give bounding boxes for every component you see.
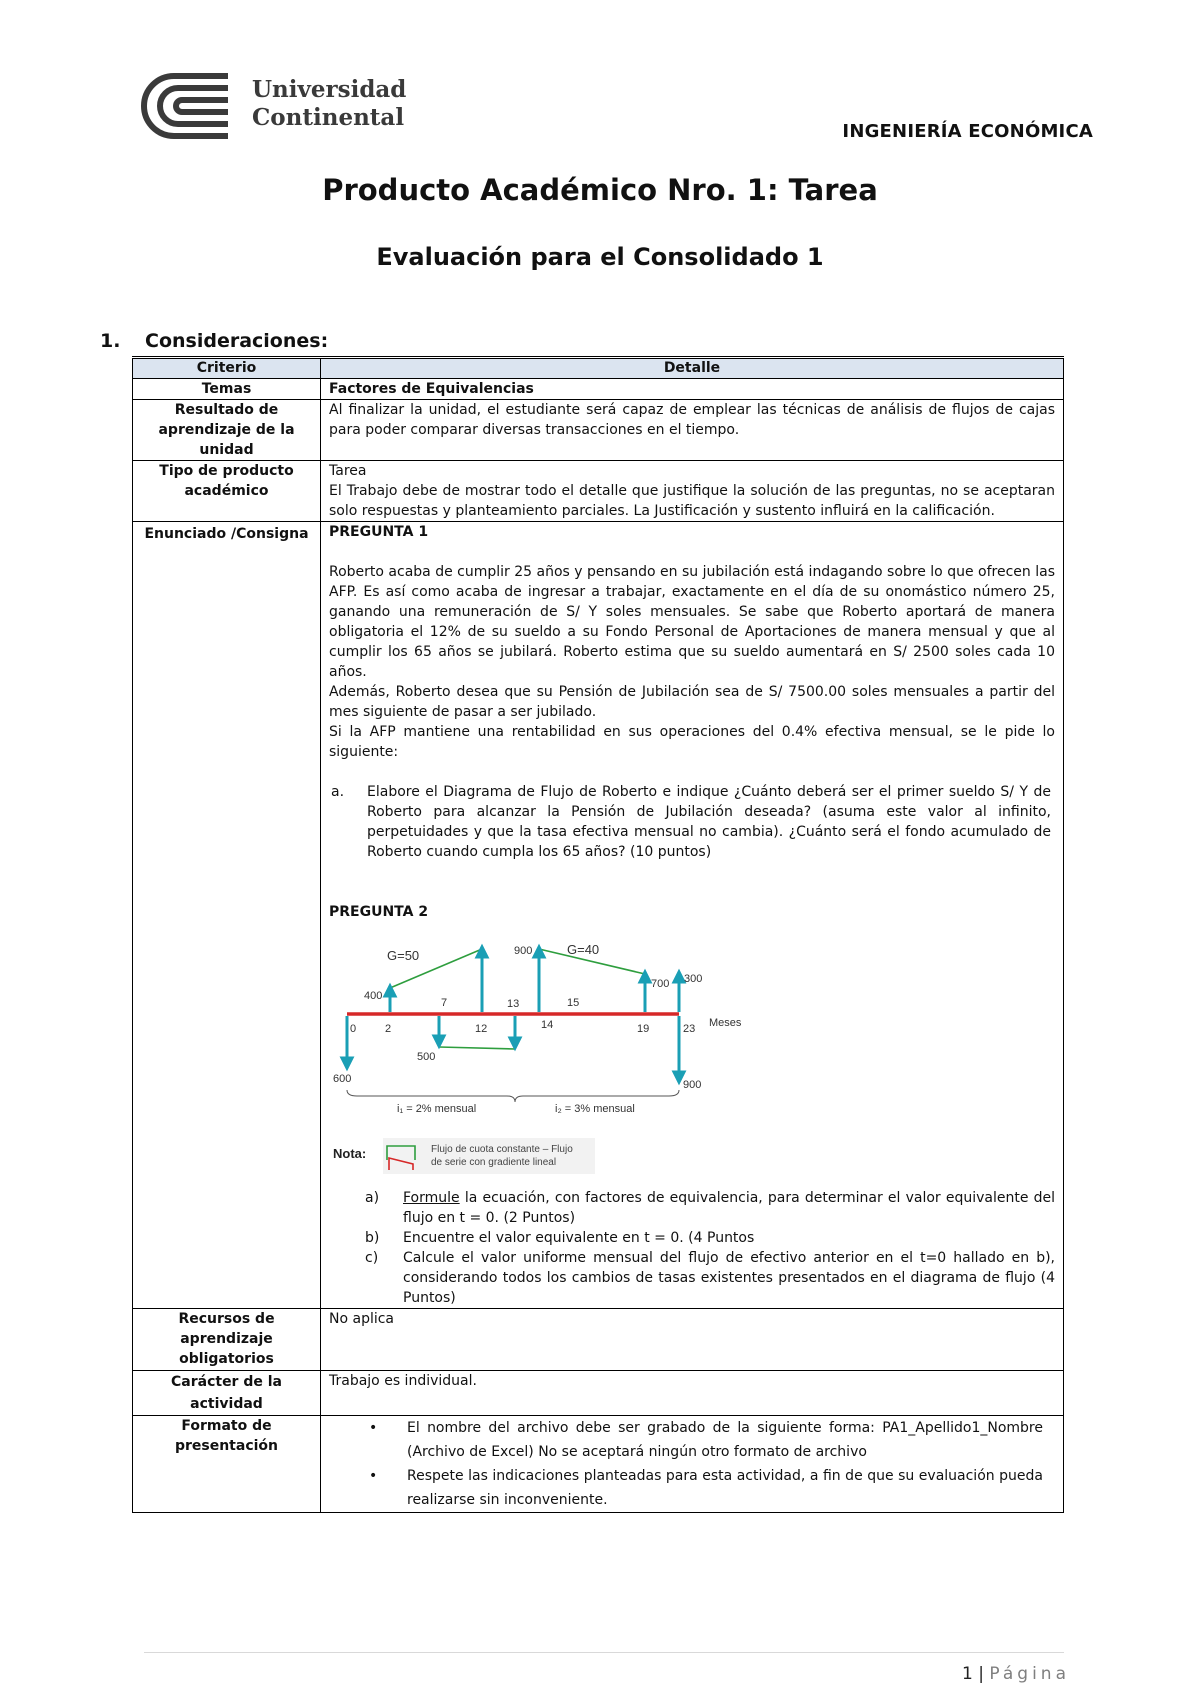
label-g50: G=50 (387, 948, 420, 963)
label-900-top: 900 (514, 945, 533, 957)
constant-line (439, 1047, 515, 1049)
tick-13: 13 (507, 998, 520, 1010)
page-subtitle: Evaluación para el Consolidado 1 (376, 243, 824, 271)
label-500: 500 (417, 1051, 436, 1063)
row-resultado (133, 400, 1064, 461)
section-label: Consideraciones: (145, 330, 329, 352)
tipo-value-2: El Trabajo debe de mostrar todo el detalle que justifique la solución de las preguntas, no se aceptaran solo respuestas y planteamiento parciales. La Justificación y sustento influirá en la calificación. (329, 483, 1055, 519)
formato-value (321, 1416, 1064, 1513)
row-caracter (133, 1371, 1064, 1416)
row-enunciado (133, 522, 1064, 1309)
row-temas (133, 379, 1064, 400)
tick-23: 23 (683, 1023, 696, 1035)
resultado-value: Al finalizar la unidad, el estudiante será capaz de emplear las técnicas de análisis de flujos de cajas para poder comparar diversas transacciones en el tiempo. (321, 400, 1064, 461)
tipo-value (321, 461, 1064, 522)
p2-item-a-word: Formule (403, 1190, 460, 1206)
formato-bullet-1 (369, 1416, 1043, 1464)
p2-item-b-text: Encuentre el valor equivalente en t = 0. (4 Puntos (403, 1230, 755, 1246)
tick-7: 7 (441, 997, 448, 1009)
label-300: 300 (684, 973, 703, 985)
bullet-1-symbol: • (369, 1420, 378, 1436)
tick-19: 19 (637, 1023, 650, 1035)
enunciado-label: Enunciado /Consigna (133, 522, 321, 1309)
logo-text (252, 76, 406, 132)
nota-text-1: Flujo de cuota constante – Flujo (431, 1144, 573, 1155)
tipo-label: Tipo de producto académico (133, 461, 321, 522)
tick-14: 14 (541, 1019, 554, 1031)
label-g40: G=40 (567, 942, 600, 957)
rate-label-2: i₂ = 3% mensual (555, 1103, 635, 1115)
course-name: INGENIERÍA ECONÓMICA (842, 121, 1093, 142)
p2-item-c-label: c) (365, 1250, 379, 1266)
tick-2: 2 (385, 1023, 392, 1035)
label-700: 700 (651, 978, 670, 990)
logo-line1: Universidad (252, 76, 407, 103)
caracter-label: Carácter de la actividad (133, 1371, 321, 1416)
resultado-label: Resultado de aprendizaje de la unidad (133, 400, 321, 461)
label-900-bottom: 900 (683, 1079, 702, 1091)
pregunta-1-title: PREGUNTA 1 (329, 524, 429, 540)
formato-label: Formato de presentación (133, 1416, 321, 1513)
caracter-value: Trabajo es individual. (321, 1371, 1064, 1416)
temas-label: Temas (133, 379, 321, 400)
p2-item-c-text: Calcule el valor uniforme mensual del flujo de efectivo anterior en el t=0 hallado en b), considerando todos los cambios de tasas existentes presentados en el diagrama de flujo (4 Puntos) (403, 1250, 1055, 1306)
pregunta-2-item-b (365, 1228, 1055, 1248)
pregunta-2-item-a (365, 1188, 1055, 1228)
nota-text-2: de serie con gradiente lineal (431, 1157, 557, 1168)
bullet-2-text: Respete las indicaciones planteadas para esta actividad, a fin de que su evaluación pueda realizarse sin inconveniente. (407, 1468, 1043, 1508)
pregunta-1-para2: Además, Roberto desea que su Pensión de Jubilación sea de S/ 7500.00 soles mensuales a partir del mes siguiente de pasar a ser jubilado. (329, 684, 1055, 720)
enunciado-value (321, 522, 1064, 1309)
row-recursos (133, 1309, 1064, 1371)
page-footer (962, 1664, 1070, 1684)
logo-line2: Continental (252, 104, 405, 131)
p2-item-a-rest: la ecuación, con factores de equivalencia, para determinar el valor equivalente del flujo en t = 0. (2 Puntos) (403, 1190, 1055, 1226)
header-detalle: Detalle (321, 358, 1064, 379)
p2-item-a-label: a) (365, 1190, 380, 1206)
header-criterio: Criterio (133, 358, 321, 379)
tick-15: 15 (567, 997, 580, 1009)
footer-divider (144, 1652, 1064, 1653)
tick-0: 0 (350, 1023, 357, 1035)
recursos-value: No aplica (321, 1309, 1064, 1371)
table-header-row (133, 358, 1064, 379)
item-a-label: a. (331, 784, 345, 800)
pregunta-1-item-a (329, 782, 1055, 862)
pregunta-1-para3: Si la AFP mantiene una rentabilidad en sus operaciones del 0.4% efectiva mensual, se le pide lo siguiente: (329, 724, 1055, 760)
pregunta-2-title: PREGUNTA 2 (329, 904, 429, 920)
tick-12: 12 (475, 1023, 488, 1035)
recursos-label: Recursos de aprendizaje obligatorios (133, 1309, 321, 1371)
item-a-text: Elabore el Diagrama de Flujo de Roberto e indique ¿Cuánto deberá ser el primer sueldo S/ Y de Roberto para alcanzar la Pensión de Jubilación deseada? (asuma este valor al infinito, perpetuidades y que la tasa efectiva mensual no cambia). ¿Cuánto será el fondo acumulado de Roberto cuando cumpla los 65 años? (10 puntos) (367, 784, 1051, 860)
axis-label-meses: Meses (709, 1017, 742, 1029)
label-400: 400 (364, 990, 383, 1002)
cash-flow-diagram (327, 932, 742, 1182)
row-tipo (133, 461, 1064, 522)
temas-value: Factores de Equivalencias (321, 379, 1064, 400)
rate-brace (347, 1090, 679, 1102)
section-heading (100, 330, 328, 352)
row-formato (133, 1416, 1064, 1513)
page-number: 1 (962, 1664, 973, 1684)
bullet-2-symbol: • (369, 1468, 378, 1484)
footer-separator: | (978, 1664, 984, 1684)
tipo-value-1: Tarea (329, 463, 367, 479)
section-number: 1. (100, 330, 121, 352)
bullet-1-text: El nombre del archivo debe ser grabado de la siguiente forma: PA1_Apellido1_Nombre (Archivo de Excel) No se aceptará ningún otro formato de archivo (407, 1420, 1043, 1460)
pregunta-2-items (365, 1188, 1055, 1308)
page-word: Página (989, 1664, 1070, 1684)
pregunta-1-para1: Roberto acaba de cumplir 25 años y pensando en su jubilación está indagando sobre lo que ofrecen las AFP. Es así como acaba de ingresar a trabajar, exactamente en el día de su onomástico número 25, ganando una remuneración de S/ Y soles mensuales. Se sabe que Roberto aportará de manera obligatoria el 12% de su sueldo a su Fondo Personal de Aportaciones de manera mensual y que al cumplir los 65 años se jubilará. Roberto estima que su sueldo aumentará en S/ 2500 soles cada 10 años. (329, 564, 1055, 680)
label-600: 600 (333, 1073, 352, 1085)
formato-bullet-2 (369, 1464, 1043, 1512)
considerations-table (132, 356, 1064, 1513)
pregunta-2-item-c (365, 1248, 1055, 1308)
rate-label-1: i₁ = 2% mensual (397, 1103, 477, 1115)
p2-item-b-label: b) (365, 1230, 380, 1246)
page-title: Producto Académico Nro. 1: Tarea (322, 173, 878, 207)
p2-item-a-text (403, 1188, 1055, 1228)
nota-label: Nota: (333, 1146, 367, 1161)
